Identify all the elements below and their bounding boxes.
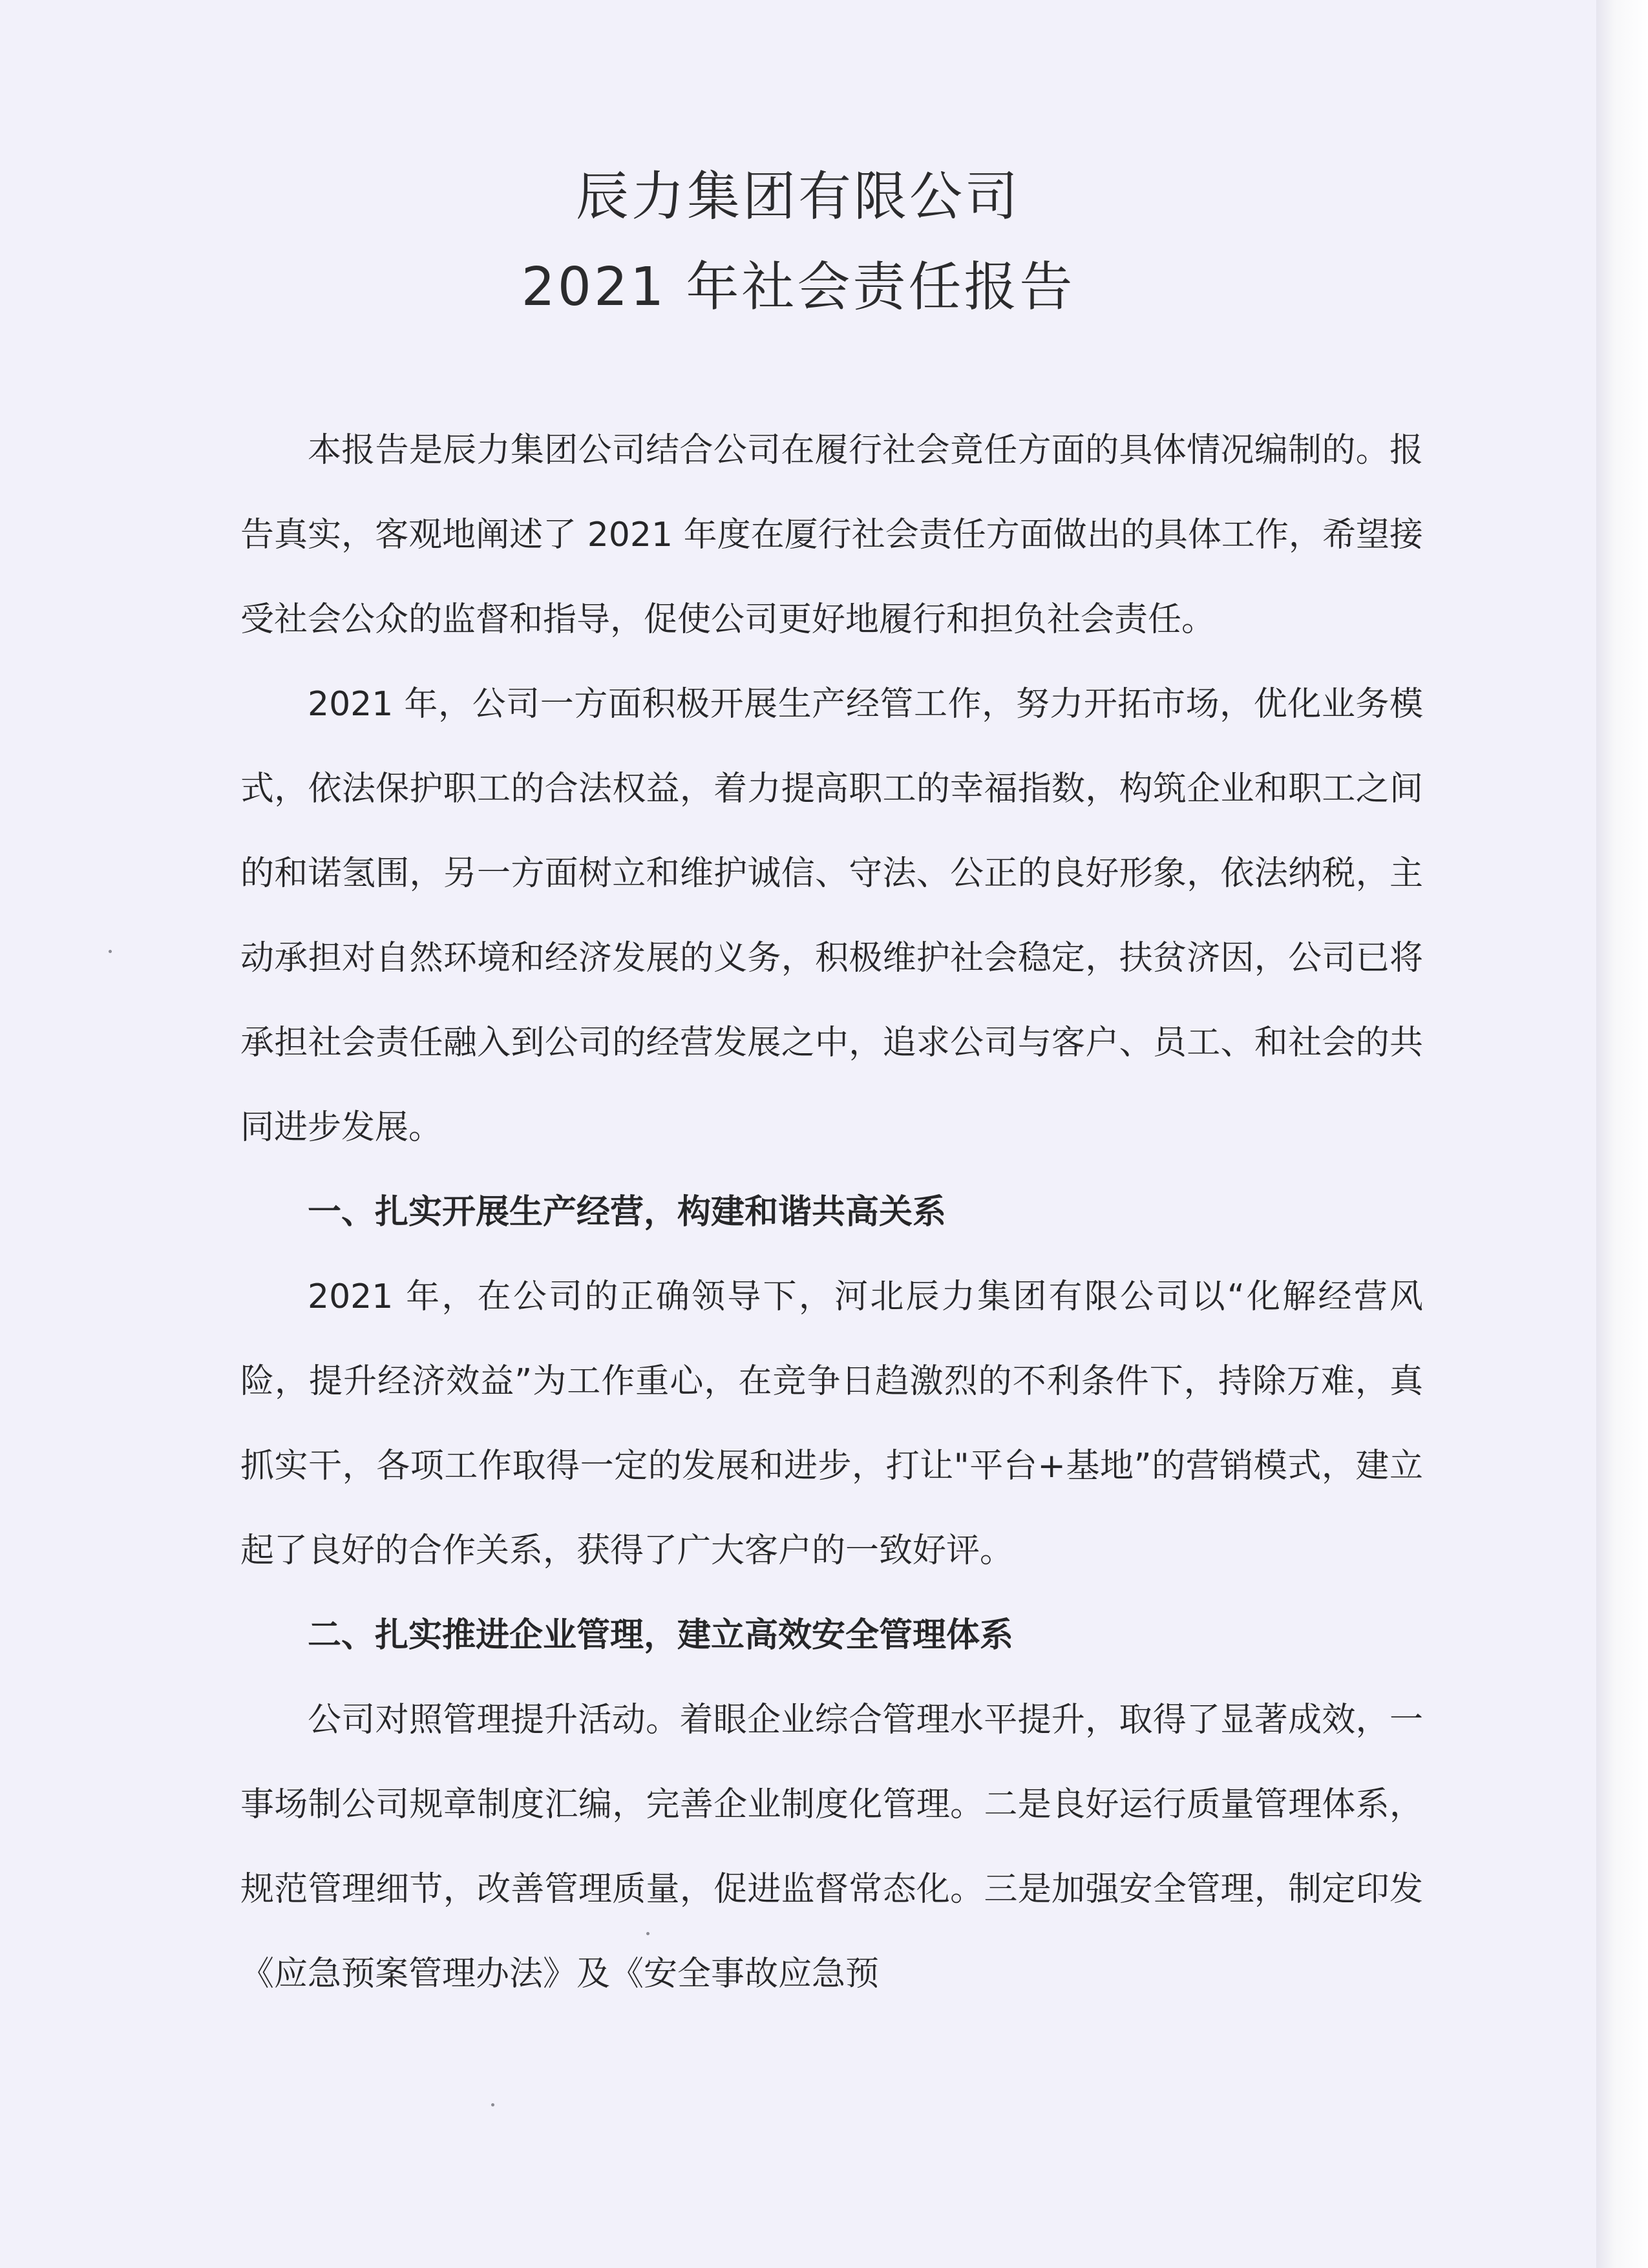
paragraph-intro: 本报告是辰力集团公司结合公司在履行社会竟任方面的具体情况编制的。报告真实，客观地阐述了 2021 年度在厦行社会责任方面做出的具体工作，希望接受社会公众的监督和指导，促使公司更好地履行和担负社会责任。 (240, 431, 1423, 639)
paragraph-section-1: 2021 年，在公司的正确领导下，河北辰力集团有限公司以“化解经营风险，提升经济效益”为工作重心，在竞争日趋激烈的不利条件下，持除万难，真抓实干，各项工作取得一定的发展和进步，打让"平台+基地”的营销模式，建立起了良好的合作关系，获得了广大客户的一致好评。 (240, 1277, 1423, 1570)
paragraph-overview: 2021 年，公司一方面积极开展生产经管工作，努力开拓市场，优化业务模式，依法保护职工的合法权益，着力提高职工的幸福指数，构筑企业和职工之间的和诺氢围，另一方面树立和维护诚信、守法、公正的良好形象，依法纳税，主动承担对自然环境和经济发展的义务，积极维护社会稳定，扶贫济因，公司已将承担社会责任融入到公司的经营发展之中，追求公司与客户、员工、和社会的共同进步发展。 (240, 685, 1423, 1147)
section-heading-2: 二、扎实推进企业管理，建立高效安全管理体系 (308, 1616, 1014, 1655)
paragraph-section-2: 公司对照管理提升活动。着眼企业综合管理水平提升，取得了显著成效，一事场制公司规章制度汇编，完善企业制度化管理。二是良好运行质量管理体系，规范管理细节，改善管理质量，促进监督常态化。三是加强安全管理，制定印发《应急预案管理办法》及《安全事故应急预 (240, 1701, 1423, 1993)
scan-speck (109, 950, 112, 953)
section-heading-1: 一、扎实开展生产经营，构建和谐共高关系 (308, 1193, 947, 1232)
document-title (0, 152, 1596, 333)
title-report-name: 2021 年社会责任报告 (521, 257, 1075, 318)
scan-border (1596, 0, 1648, 2268)
document-body (240, 408, 1423, 2017)
title-company-name: 辰力集团有限公司 (575, 166, 1020, 227)
scan-speck (491, 2103, 494, 2106)
scan-speck (646, 1932, 650, 1935)
